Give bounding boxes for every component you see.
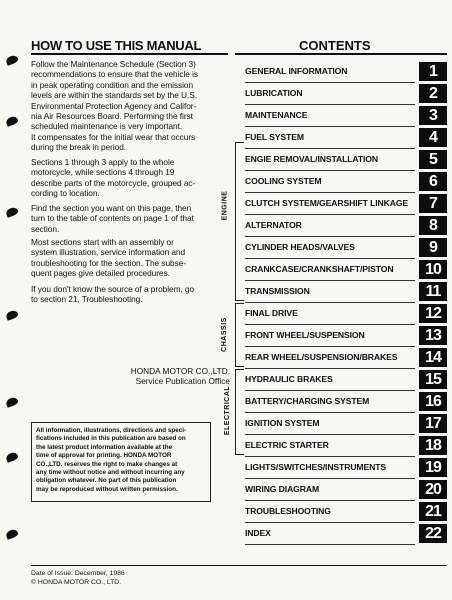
section-number-tab[interactable]: 6 [419, 172, 447, 191]
toc-item[interactable] [235, 237, 447, 258]
toc-item[interactable] [235, 149, 447, 170]
toc-item-label: TRANSMISSION [245, 281, 415, 303]
electrical-group-label: ELECTRICAL [224, 385, 232, 436]
toc-item[interactable] [235, 259, 447, 280]
toc-item[interactable] [235, 523, 447, 544]
copyright: © HONDA MOTOR CO., LTD. [31, 579, 122, 586]
section-number-tab[interactable]: 4 [419, 128, 447, 147]
section-number-tab[interactable]: 2 [419, 84, 447, 103]
toc-item-label: TROUBLESHOOTING [245, 501, 415, 523]
toc-item[interactable] [235, 413, 447, 434]
section-number-tab[interactable]: 22 [419, 524, 447, 543]
section-structure-paragraph: Most sections start with an assembly or system illustration, service information and troubleshooting for the section. The subse- quent pages give detailed procedures. [31, 237, 186, 279]
electrical-group-bracket [235, 369, 244, 455]
publication-office: Service Publication Office [135, 376, 230, 386]
section-number-tab[interactable]: 9 [419, 238, 447, 257]
toc-item-label: CLUTCH SYSTEM/GEARSHIFT LINKAGE [245, 193, 415, 215]
toc-item-label: CYLINDER HEADS/VALVES [245, 237, 415, 259]
section-number-tab[interactable]: 11 [419, 282, 447, 301]
toc-item[interactable] [235, 369, 447, 390]
toc-item[interactable] [235, 457, 447, 478]
section-number-tab[interactable]: 19 [419, 458, 447, 477]
footer-rule [31, 565, 447, 566]
toc-item[interactable] [235, 105, 447, 126]
section-number-tab[interactable]: 3 [419, 106, 447, 125]
toc-item[interactable] [235, 171, 447, 192]
section-number-tab[interactable]: 7 [419, 194, 447, 213]
toc-item-label: BATTERY/CHARGING SYSTEM [245, 391, 415, 413]
section-number-tab[interactable]: 20 [419, 480, 447, 499]
section-number-tab[interactable]: 12 [419, 304, 447, 323]
toc-item[interactable] [235, 501, 447, 522]
section-number-tab[interactable]: 17 [419, 414, 447, 433]
toc-item-label: CRANKCASE/CRANKSHAFT/PISTON [245, 259, 415, 281]
toc-item[interactable] [235, 391, 447, 412]
contents-heading: CONTENTS [299, 38, 371, 53]
toc-item[interactable] [235, 479, 447, 500]
chassis-group-bracket [235, 303, 244, 367]
section-number-tab[interactable]: 21 [419, 502, 447, 521]
toc-item-label: FRONT WHEEL/SUSPENSION [245, 325, 415, 347]
toc-item[interactable] [235, 281, 447, 302]
intro-paragraph: Follow the Maintenance Schedule (Section 3) recommendations to ensure that the vehicle is in peak operating condition and the emission levels are within the standards set by the U.S. Environmental Protection Agency and Califor- nia Air Resources Board. Performing the first scheduled maintenance is very important. It compensates for the initial wear that occurs during the break in period. [31, 59, 199, 153]
toc-item-label: FINAL DRIVE [245, 303, 415, 325]
binder-hole-mark [5, 309, 19, 321]
section-number-tab[interactable]: 13 [419, 326, 447, 345]
page-title: HOW TO USE THIS MANUAL [31, 38, 202, 53]
toc-item-label: LUBRICATION [245, 83, 415, 105]
toc-item-label: COOLING SYSTEM [245, 171, 415, 193]
disclaimer-box: All information, illustrations, directions and speci- fications included in this publication are based on the latest product information available at the time of approval for printing. HONDA MOTOR CO.,LTD. reserves the right to make changes at any time without notice and without incurring any obligation whatever. No part of this publication may be reproduced without written permission. [31, 422, 211, 502]
section-number-tab[interactable]: 10 [419, 260, 447, 279]
binder-hole-mark [5, 206, 19, 218]
section-number-tab[interactable]: 16 [419, 392, 447, 411]
toc-item[interactable] [235, 215, 447, 236]
toc-item[interactable] [235, 193, 447, 214]
toc-item-label: INDEX [245, 523, 415, 545]
toc-item[interactable] [235, 325, 447, 346]
toc-item[interactable] [235, 127, 447, 148]
engine-group-bracket [235, 142, 244, 301]
binder-hole-mark [5, 451, 19, 463]
toc-item[interactable] [235, 61, 447, 82]
toc-item-label: MAINTENANCE [245, 105, 415, 127]
toc-item-label: LIGHTS/SWITCHES/INSTRUMENTS [245, 457, 415, 479]
find-section-paragraph: Find the section you want on this page, then turn to the table of contents on page 1 of that section. [31, 203, 194, 234]
contents-rule [235, 53, 447, 55]
section-number-tab[interactable]: 14 [419, 348, 447, 367]
toc-item-label: ELECTRIC STARTER [245, 435, 415, 457]
troubleshooting-paragraph: If you don't know the source of a problem, go to section 21, Troubleshooting. [31, 284, 195, 305]
toc-item-label: GENERAL INFORMATION [245, 61, 415, 83]
binder-hole-mark [5, 115, 19, 127]
sections-paragraph: Sections 1 through 3 apply to the whole motorcycle, while sections 4 through 19 describe parts of the motorcycle, grouped ac- cording to location. [31, 157, 196, 199]
heading-rule [31, 53, 228, 55]
company-name: HONDA MOTOR CO.,LTD. [130, 366, 230, 376]
toc-item-label: REAR WHEEL/SUSPENSION/BRAKES [245, 347, 415, 369]
toc-item[interactable] [235, 83, 447, 104]
section-number-tab[interactable]: 8 [419, 216, 447, 235]
binder-hole-mark [5, 528, 19, 540]
toc-item-label: ENGIE REMOVAL/INSTALLATION [245, 149, 415, 171]
engine-group-label: ENGINE [221, 190, 229, 221]
binder-hole-mark [5, 396, 19, 408]
toc-item[interactable] [235, 347, 447, 368]
toc-item[interactable] [235, 303, 447, 324]
toc-item[interactable] [235, 435, 447, 456]
toc-item-label: HYDRAULIC BRAKES [245, 369, 415, 391]
issue-date: Date of Issue: December, 1986 [31, 570, 125, 577]
toc-item-label: FUEL SYSTEM [245, 127, 415, 149]
toc-item-label: ALTERNATOR [245, 215, 415, 237]
chassis-group-label: CHASSIS [220, 317, 228, 352]
toc-item-label: IGNITION SYSTEM [245, 413, 415, 435]
section-number-tab[interactable]: 5 [419, 150, 447, 169]
binder-hole-mark [5, 54, 19, 66]
section-number-tab[interactable]: 18 [419, 436, 447, 455]
section-number-tab[interactable]: 1 [419, 62, 447, 81]
section-number-tab[interactable]: 15 [419, 370, 447, 389]
toc-item-label: WIRING DIAGRAM [245, 479, 415, 501]
